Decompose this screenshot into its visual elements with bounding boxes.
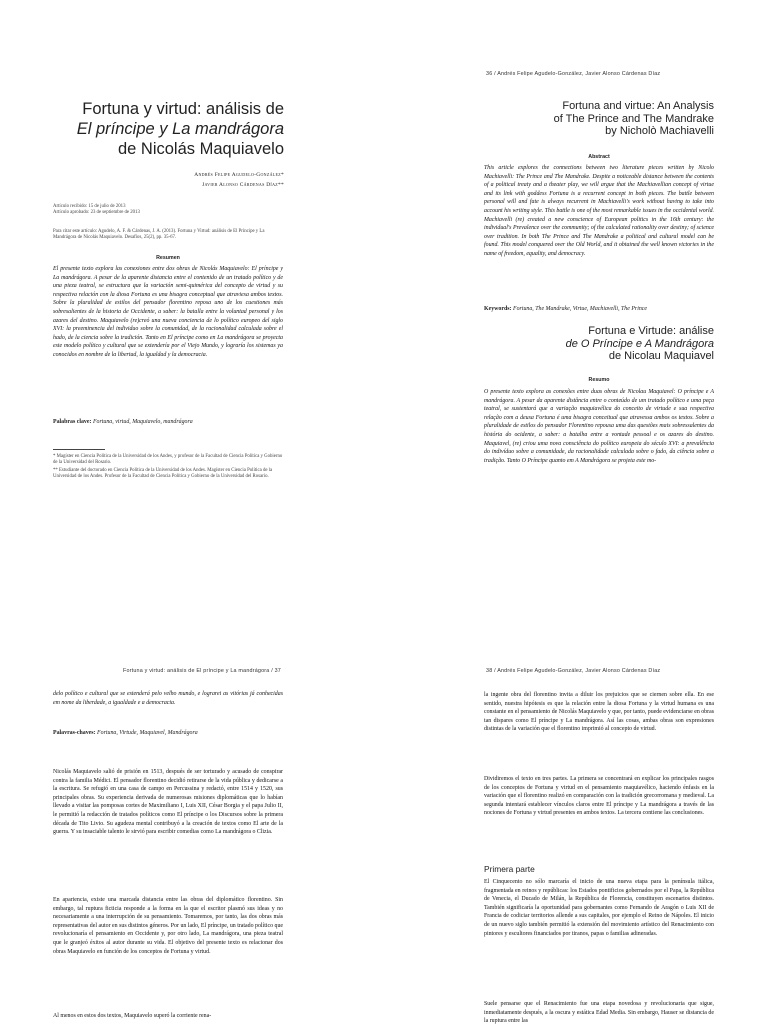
pt-title-line-3: de Nicolau Maquiavel	[608, 350, 714, 362]
running-header: Fortuna y virtud: análisis de El príncipe y La mandrágora / 37	[122, 668, 281, 674]
pt-keywords-values: Fortuna, Virtude, Maquiavel, Mandrágora	[97, 730, 198, 736]
body-paragraph-2: Dividiremos el texto en tres partes. La primera se concentrará en explicar los principales rasgos de los conceptos de Fortuna y virtud en el pensamiento maquiavélico, haciendo énfasis en la variación que el florentino realizó en comparación con la tradición grecorromana y medieval. La segunda intentará establecer vínculos claros entre El príncipe y La mandrágora a través de las nociones de Fortuna y virtud presentes en ambos textos. La tercera contiene las conclusiones.	[484, 776, 714, 817]
body-paragraph-3: El Cinquecento no sólo marcaría el inicio de una nueva etapa para la península itálica, fragmentada en reinos y repúblicas: los Estados pontificios gobernados por el Papa, la República de Venecia, el Ducado de Milán, la República de Florencia, constituyen escenarios distintos. También significaría la oportunidad para gobernantes como Fernando de Aragón o Luis XII de Francia de codiciar territorios allende a sus capitales, por ejemplo el Reino de Nápoles. El inicio de un nuevo siglo también permitió la extensión del movimiento artístico del Renacimiento con pintores y escultores financiados por tiranos, papas o familias adineradas.	[484, 879, 714, 937]
received-date: Artículo recibido: 15 de julio de 2013	[53, 204, 126, 209]
pt-keywords-label: Palavras-chaves:	[53, 730, 96, 736]
section-heading: Primera parte	[484, 864, 535, 874]
footnote-2: ** Estudiante del doctorado en Ciencia Política de la Universidad de los Andes. Magíster en Ciencia Política de la Universidad de los Andes. Profesor de la Facultad de Ciencia Política y Gobierno de la Universidad del Rosario.	[53, 467, 273, 479]
body-paragraph-1: Nicolás Maquiavelo salió de prisión en 1513, después de ser torturado y acusado de conspirar contra la familia Médici. El pensador florentino decidió retirarse de la vida pública y dedicarse a la escritura. Se refugió en una casa de campo en Percussina y redactó, entre 1514 y 1520, sus principales obras. Su experiencia derivada de numerosas misiones diplomáticas que lo habían llevado a visitar las pomposas cortes de Maximiliano I, Luis XII, César Borgia y el papa Julio II, le permitió la redacción de tratados políticos como El príncipe o los Discursos sobre la primera década de Tito Livio. Su agudeza mental contribuyó a la creación de textos como El arte de la guerra. Y su insaciable talento le sirvió para escribir comedias como La mandrágora o Clizia.	[53, 769, 283, 836]
title-line-3: de Nicolás Maquiavelo	[117, 140, 284, 158]
title-line-1: Fortuna y virtud: análisis de	[82, 100, 284, 118]
pt-title-line-1: Fortuna e Virtude: análise	[588, 325, 714, 337]
pt-title-line-2: de O Príncipe e A Mandrágora	[565, 337, 714, 350]
en-title-line-3: by Nicholò Machiavelli	[605, 125, 714, 137]
page-38	[384, 512, 768, 1024]
portuguese-title	[484, 325, 714, 363]
abstract-text: This article explores the connections between two literature pieces written by Nicolo Machiavelli: The Prince and The Mandrake. Despite a noticeable distance between the contents of a political treaty and a theater play, we will argue that the Machiavellian concept of virtue and its link with goddess Fortuna is a recurrent concept in both pieces. The battle between personal will and fate is always recurrent in Machiavelli's work without having to take into account his writing style. This battle is one of the most remarkable issues in the occidental world. Machiavelli (re) created a new conscience of European politics in the 16th century: the individual's Prevalence over the community; of the calculated rationality over destiny; of science over tradition. In both The Prince and The Mandrake a political and cultural model can be found. This model conquered over the Old World, and it obtained the well known victories in the name of freedom, equality, and democracy.	[484, 165, 714, 257]
page-36	[384, 0, 768, 512]
body-paragraph-1: la ingente obra del florentino invita a diluir los prejuicios que se ciernen sobre ella. En ese sentido, nuestra hipótesis es que la relación entre la diosa Fortuna y la virtud humana es una constante en el pensamiento de Nicolás Maquiavelo y que, por tanto, puede evidenciarse en obras tan dispares como El príncipe y La mandrágora. Así las cosas, ambas obras son expresiones distintas de la variación que el florentino imprimió al concepto de virtud.	[484, 692, 714, 733]
footnotes	[53, 454, 283, 480]
article-dates	[53, 204, 283, 216]
approved-date: Artículo aprobado: 23 de septiembre de 2013	[53, 209, 140, 215]
en-keywords	[484, 305, 714, 313]
author-1: Andrés Felipe Agudelo-González*	[194, 172, 284, 178]
english-title	[484, 100, 714, 138]
keywords-values: Fortuna, virtud, Maquiavelo, mandrágora	[92, 419, 193, 425]
abstract-heading: Abstract	[588, 154, 610, 160]
authors	[100, 170, 284, 190]
citation: Para citar este artículo: Agudelo, A. F. & Cárdenas, J. A. (2013). Fortuna y Virtud: análisis de El Príncipe y La Mandrágora de Nicolás Maquiavelo. Desafíos, 25(2), pp. 35-67.	[53, 229, 265, 240]
running-header: 36 / Andrés Felipe Agudelo-González, Javier Alonso Cárdenas Díaz	[486, 71, 661, 77]
title-line-2: El príncipe y La mandrágora	[76, 120, 284, 138]
pt-keywords	[53, 729, 283, 737]
resumen-text: El presente texto explora las conexiones entre dos obras de Nicolás Maquiavelo: El príncipe y La mandrágora. A pesar de la aparente distancia entre el contenido de un tratado político y de una pieza teatral, se estructura que la variación semi-quimérica del concepto de virtud y su respectiva relación con la diosa Fortuna es una bisagra conceptual que atraviesa ambos textos. Sobre la pluralidad de estilos del pensador florentino reposa uno de los cuestiones más sobresalientes de la historia de Occidente, a saber: la batalla entre la voluntad personal y los azares del destino. Maquiavelo (re)creó una nueva conciencia de lo político europeo del siglo XVI: la preeminencia del individuo sobre la comunidad, de la racionalidad calculada sobre el hado, de la ciencia sobre la tradición. Tanto en El príncipe como en La mandrágora se proyecta este modelo político y cultural que se extendería por el Viejo Mundo, y lograría los sistemas ya conocidos en nombre de la libertad, la igualdad y la democracia.	[53, 266, 283, 358]
body-paragraph-4: Suele pensarse que el Renacimiento fue una etapa novedosa y revolucionaria que sigue, inmediatamente después, a la oscura y estática Edad Media. Sin embargo, Hauser se distancia de la ruptura entre las	[484, 1001, 714, 1025]
en-title-line-1: Fortuna and virtue: An Analysis	[562, 100, 714, 112]
footnote-1: * Magíster en Ciencia Política de la Universidad de los Andes, y profesor de la Facultad de Ciencia Política y Gobierno de la Universidad del Rosario.	[53, 454, 283, 465]
resumo-text: O presente texto explora as conexões entre duas obras de Nicolau Maquiavel: O príncipe e A mandrágora. A pesar da aparente distância entre o conteúdo de um tratado político e uma peça teatral, se sustentará que a variação maquiavélica do conceito de virtude e sua respectiva relação com a deusa Fortuna é uma bisagra conceitual que atravessa ambos os textos. Sobre a pluralidade de estilos do pensador Florentino repousa uma das questões mais sobressalentes da história do ocidente, a saber: a batalha entre a vontade pessoal e os azares do destino. Maquiavel, (re) criou uma nova consciência do político europeia do século XVI: a prevalência do indivíduo sobre a comunidade, da racionalidade calculada sobre o fado, da ciência sobre a tradição. Tanto O Príncipe quanto em A Mandrágora se projeta este mo-	[484, 389, 714, 464]
keywords	[53, 418, 283, 426]
keywords-label: Palabras clave:	[53, 419, 92, 425]
resumo-heading: Resumo	[588, 377, 610, 383]
body-paragraph-3: Al menos en estos dos textos, Maquiavelo superó la corriente rena-	[53, 1013, 212, 1019]
en-title-line-2: of The Prince and The Mandrake	[553, 112, 714, 125]
page-37	[0, 512, 384, 1024]
page-35	[0, 0, 384, 512]
resumen-heading: Resumen	[156, 255, 180, 261]
palavras-continuation: delo político e cultural que se estenderá pelo velho mundo, e lograrei as vitórias já conhecidas em nome da liberdade, a igualdade e a democracia.	[53, 691, 283, 706]
en-keywords-values: Fortuna, The Mandrake, Virtue, Machiavelli, The Prince	[512, 306, 648, 312]
body-paragraph-2: En apariencia, existe una marcada distancia entre las obras del diplomático florentino. Sin embargo, tal ruptura ficticia responde a la forma en la que el escritor plasmó sus ideas y no necesariamente a una interrupción de su pensamiento. Tomaremos, por tanto, las dos obras más representativas del autor en sus distintos géneros. Por un lado, El príncipe, un tratado político que revolucionaría el pensamiento en Occidente y, por otro lado, La mandrágora, una pieza teatral que le granjeó éxitos al autor durante su vida. El objetivo del presente texto es relacionar dos obras Maquiavelo en función de los conceptos de Fortuna y virtud.	[53, 897, 284, 955]
running-header: 38 / Andrés Felipe Agudelo-González, Javier Alonso Cárdenas Díaz	[486, 668, 661, 674]
en-keywords-label: Keywords:	[484, 306, 512, 312]
footnote-rule	[53, 449, 105, 450]
article-title	[60, 99, 284, 159]
author-2: Javier Alonso Cárdenas Díaz**	[202, 182, 284, 188]
